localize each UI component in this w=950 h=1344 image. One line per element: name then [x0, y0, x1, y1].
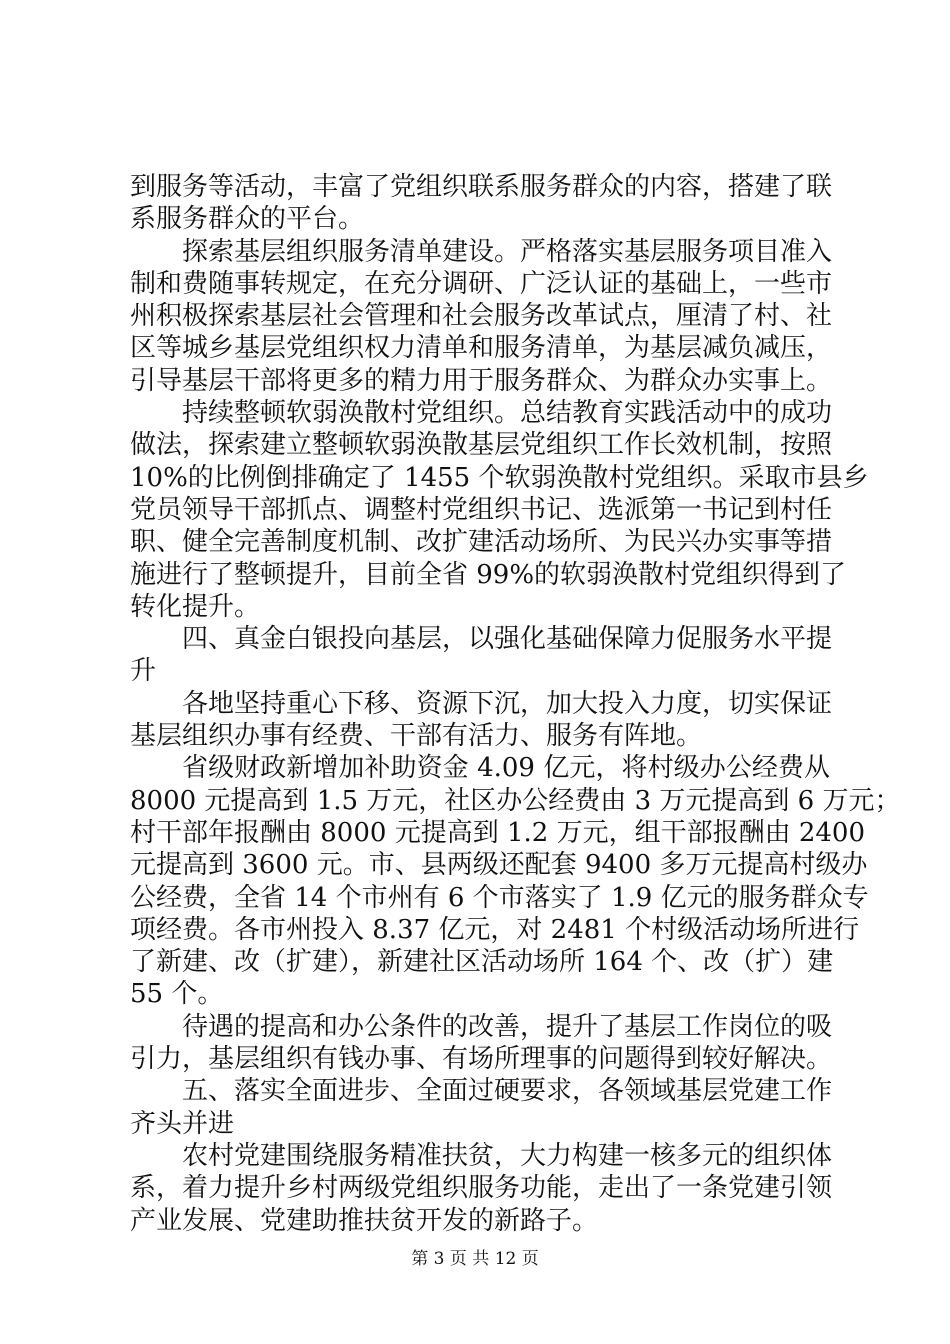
text-line: 待遇的提高和办公条件的改善，提升了基层工作岗位的吸: [182, 1011, 833, 1042]
text-line: 各地坚持重心下移、资源下沉，加大投入力度，切实保证: [182, 688, 833, 719]
section-heading: [130, 1075, 833, 1140]
text-line: 引力，基层组织有钱办事、有场所理事的问题得到较好解决。: [130, 1044, 833, 1075]
text-line: 元提高到 3600 元。市、县两级还配套 9400 多万元提高村级办: [130, 850, 868, 881]
text-line: 公经费，全省 14 个市州有 6 个市落实了 1.9 亿元的服务群众专: [130, 882, 869, 913]
text-line: 齐头并进: [130, 1108, 235, 1139]
text-line: 党员领导干部抓点、调整村党组织书记、选派第一书记到村任: [130, 494, 833, 525]
text-line: 施进行了整顿提升，目前全省 99%的软弱涣散村党组织得到了: [130, 559, 847, 590]
text-line: 五、落实全面进步、全面过硬要求，各领域基层党建工作: [182, 1076, 833, 1107]
paragraph: [130, 752, 901, 1010]
section-heading: [130, 623, 833, 688]
text-line: 农村党建围绕服务精准扶贫，大力构建一核多元的组织体: [182, 1140, 833, 1171]
paragraph: [130, 1011, 833, 1076]
text-line: 探索基层组织服务清单建设。严格落实基层服务项目准入: [182, 236, 833, 267]
text-line: 引导基层干部将更多的精力用于服务群众、为群众办实事上。: [130, 365, 833, 396]
paragraph: [130, 171, 833, 236]
text-line: 55 个。: [130, 979, 224, 1010]
text-line: 村干部年报酬由 8000 元提高到 1.2 万元，组干部报酬由 2400: [130, 817, 866, 848]
text-line: 了新建、改（扩建），新建社区活动场所 164 个、改（扩）建: [130, 947, 834, 978]
text-line: 区等城乡基层党组织权力清单和服务清单，为基层减负减压，: [130, 333, 833, 364]
document-body: [130, 171, 901, 1237]
text-line: 转化提升。: [130, 591, 261, 622]
text-line: 系服务群众的平台。: [130, 204, 365, 235]
page-number-footer: 第 3 页 共 12 页: [411, 1249, 539, 1269]
text-line: 四、真金白银投向基层，以强化基础保障力促服务水平提: [182, 624, 833, 655]
text-line: 8000 元提高到 1.5 万元，社区办公经费由 3 万元提高到 6 万元；: [130, 785, 901, 816]
paragraph: [130, 1140, 833, 1237]
paragraph: [130, 688, 833, 753]
text-line: 职、健全完善制度机制、改扩建活动场所、为民兴办实事等措: [130, 527, 833, 558]
text-line: 10%的比例倒排确定了 1455 个软弱涣散村党组织。采取市县乡: [130, 462, 869, 493]
text-line: 州积极探索基层社会管理和社会服务改革试点，厘清了村、社: [130, 301, 833, 332]
text-line: 省级财政新增加补助资金 4.09 亿元，将村级办公经费从: [182, 753, 830, 784]
text-line: 升: [130, 656, 157, 687]
text-line: 制和费随事转规定，在充分调研、广泛认证的基础上，一些市: [130, 268, 833, 299]
paragraph: [130, 236, 833, 397]
text-line: 项经费。各市州投入 8.37 亿元，对 2481 个村级活动场所进行: [130, 914, 860, 945]
text-line: 系，着力提升乡村两级党组织服务功能，走出了一条党建引领: [130, 1173, 833, 1204]
text-line: 基层组织办事有经费、干部有活力、服务有阵地。: [130, 721, 703, 752]
text-line: 持续整顿软弱涣散村党组织。总结教育实践活动中的成功: [182, 398, 833, 429]
paragraph: [130, 397, 869, 623]
text-line: 做法，探索建立整顿软弱涣散基层党组织工作长效机制，按照: [130, 430, 833, 461]
text-line: 到服务等活动，丰富了党组织联系服务群众的内容，搭建了联: [130, 172, 833, 202]
text-line: 产业发展、党建助推扶贫开发的新路子。: [130, 1205, 599, 1236]
